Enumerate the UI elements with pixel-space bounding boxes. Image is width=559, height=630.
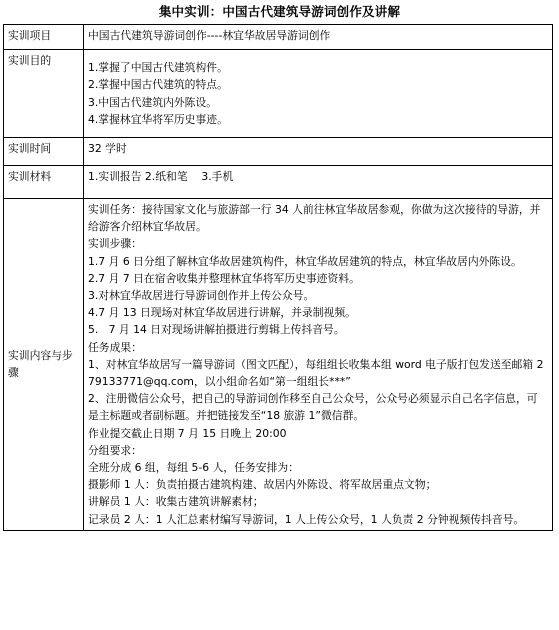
goal-item: 3.中国古代建筑内外陈设。 — [88, 95, 218, 109]
steps-heading: 实训步骤： — [88, 237, 142, 251]
value-project: 中国古代建筑导游词创作----林宜华故居导游词创作 — [84, 25, 553, 50]
goal-item: 1.掌握了中国古代建筑构件。 — [88, 61, 228, 75]
deadline-text: 作业提交截止日期 7 月 15 日晚上 20:00 — [88, 426, 287, 440]
row-time — [4, 138, 553, 166]
document-title: 集中实训：中国古代建筑导游词创作及讲解 — [158, 4, 401, 19]
row-goals — [4, 50, 553, 138]
goal-item: 2.掌握中国古代建筑的特点。 — [88, 78, 228, 92]
label-project: 实训项目 — [4, 25, 84, 50]
task-description: 实训任务：接待国家文化与旅游部一行 34 人前往林宜华故居参观，你做为这次接待的导游，并给游客介绍林宜华故居。 — [88, 203, 541, 234]
label-content: 实训内容与步骤 — [4, 199, 84, 531]
result-item: 1、对林宜华故居写一篇导游词（图文匹配），每组组长收集本组 word 电子版打包发送至邮箱 279133771@qq.com，以小组命名如“第一组组长***” — [88, 357, 544, 389]
row-content — [4, 199, 553, 531]
step-item: 1.7 月 6 日分组了解林宜华故居建筑构件，林宜华故居建筑的特点，林宜华故居内外陈设。 — [88, 254, 522, 268]
group-intro: 全班分成 6 组，每组 5-6 人，任务安排为： — [88, 461, 299, 475]
results-heading: 任务成果： — [88, 340, 142, 354]
label-goals: 实训目的 — [4, 50, 84, 138]
step-item: 3.对林宜华故居进行导游词创作并上传公众号。 — [88, 289, 315, 303]
row-materials — [4, 166, 553, 199]
role-item: 记录员 2 人：1 人汇总素材编写导游词，1 人上传公众号，1 人负责 2 分钟视频传抖音号。 — [88, 512, 525, 526]
step-item: 2.7 月 7 日在宿舍收集并整理林宜华将军历史事迹资料。 — [88, 271, 360, 285]
role-item: 讲解员 1 人：收集古建筑讲解素材； — [88, 495, 264, 509]
value-content — [84, 199, 553, 531]
goal-item: 4.掌握林宜华将军历史事迹。 — [88, 112, 228, 126]
training-plan-table — [3, 24, 553, 531]
value-materials: 1.实训报告 2.纸和笔 3.手机 — [84, 166, 553, 199]
label-time: 实训时间 — [4, 138, 84, 166]
group-heading: 分组要求： — [88, 443, 142, 457]
role-item: 摄影师 1 人：负责拍摄古建筑构建、故居内外陈设、将军故居重点文物； — [88, 478, 437, 492]
value-goals — [84, 50, 553, 138]
value-time: 32 学时 — [84, 138, 553, 166]
row-project — [4, 25, 553, 50]
label-materials: 实训材料 — [4, 166, 84, 199]
step-item: 5. 7 月 14 日对现场讲解拍摄进行剪辑上传抖音号。 — [88, 323, 345, 337]
result-item: 2、注册微信公众号，把自己的导游词创作移至自己公众号，公众号必须显示自己名字信息，可是主标题或者副标题。并把链接发至“18 旅游 1”微信群。 — [88, 392, 538, 423]
step-item: 4.7 月 13 日现场对林宜华故居进行讲解，并录制视频。 — [88, 306, 356, 320]
